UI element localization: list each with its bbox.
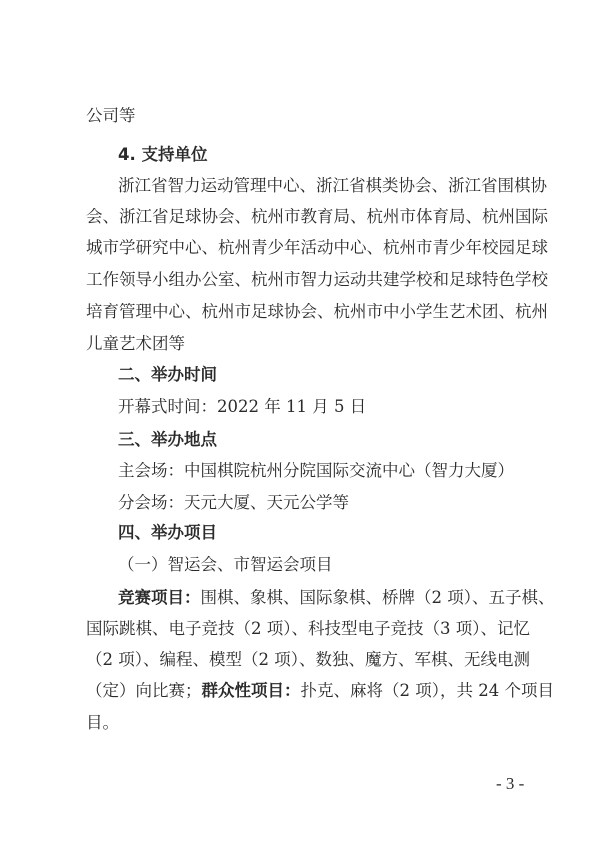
section-heading: 二、举办时间 (118, 365, 217, 384)
section-heading: 四、举办项目 (118, 523, 217, 542)
text-line: 会、浙江省足球协会、杭州市教育局、杭州市体育局、杭州国际 (86, 207, 548, 226)
text-line: （2 项）、编程、模型（2 项）、数独、魔方、军棋、无线电测 (86, 650, 530, 669)
bold-label: 群众性项目： (201, 681, 301, 700)
text-line: 浙江省智力运动管理中心、浙江省棋类协会、浙江省围棋协 (118, 176, 547, 195)
sub-heading: （一）智运会、市智运会项目 (118, 555, 333, 574)
section-heading: 三、举办地点 (118, 430, 217, 449)
text-line: 工作领导小组办公室、杭州市智力运动共建学校和足球特色学校 (86, 270, 548, 289)
text-line (118, 588, 555, 608)
page-number: - 3 - (496, 774, 525, 793)
text-line: 主会场：中国棋院杭州分院国际交流中心（智力大厦） (118, 461, 514, 480)
text-span: 围棋、象棋、国际象棋、桥牌（2 项）、五子棋、 (200, 588, 555, 607)
text-line: 目。 (86, 713, 119, 732)
text-line: 分会场：天元大厦、天元公学等 (118, 493, 349, 512)
text-line (86, 681, 554, 701)
text-line: 城市学研究中心、杭州青少年活动中心、杭州市青少年校园足球 (86, 238, 548, 257)
text-span: 扑克、麻将（2 项），共 24 个项目 (300, 681, 554, 700)
section-heading: 4. 支持单位 (118, 145, 208, 164)
text-line: 开幕式时间：2022 年 11 月 5 日 (118, 397, 367, 416)
text-line: 培育管理中心、杭州市足球协会、杭州市中小学生艺术团、杭州 (86, 302, 548, 321)
text-line: 儿童艺术团等 (86, 334, 185, 353)
text-line: 公司等 (86, 106, 136, 125)
text-line: 国际跳棋、电子竞技（2 项）、科技型电子竞技（3 项）、记忆 (86, 619, 530, 638)
text-span: （定）向比赛； (86, 681, 202, 700)
bold-label: 竞赛项目： (118, 588, 201, 607)
